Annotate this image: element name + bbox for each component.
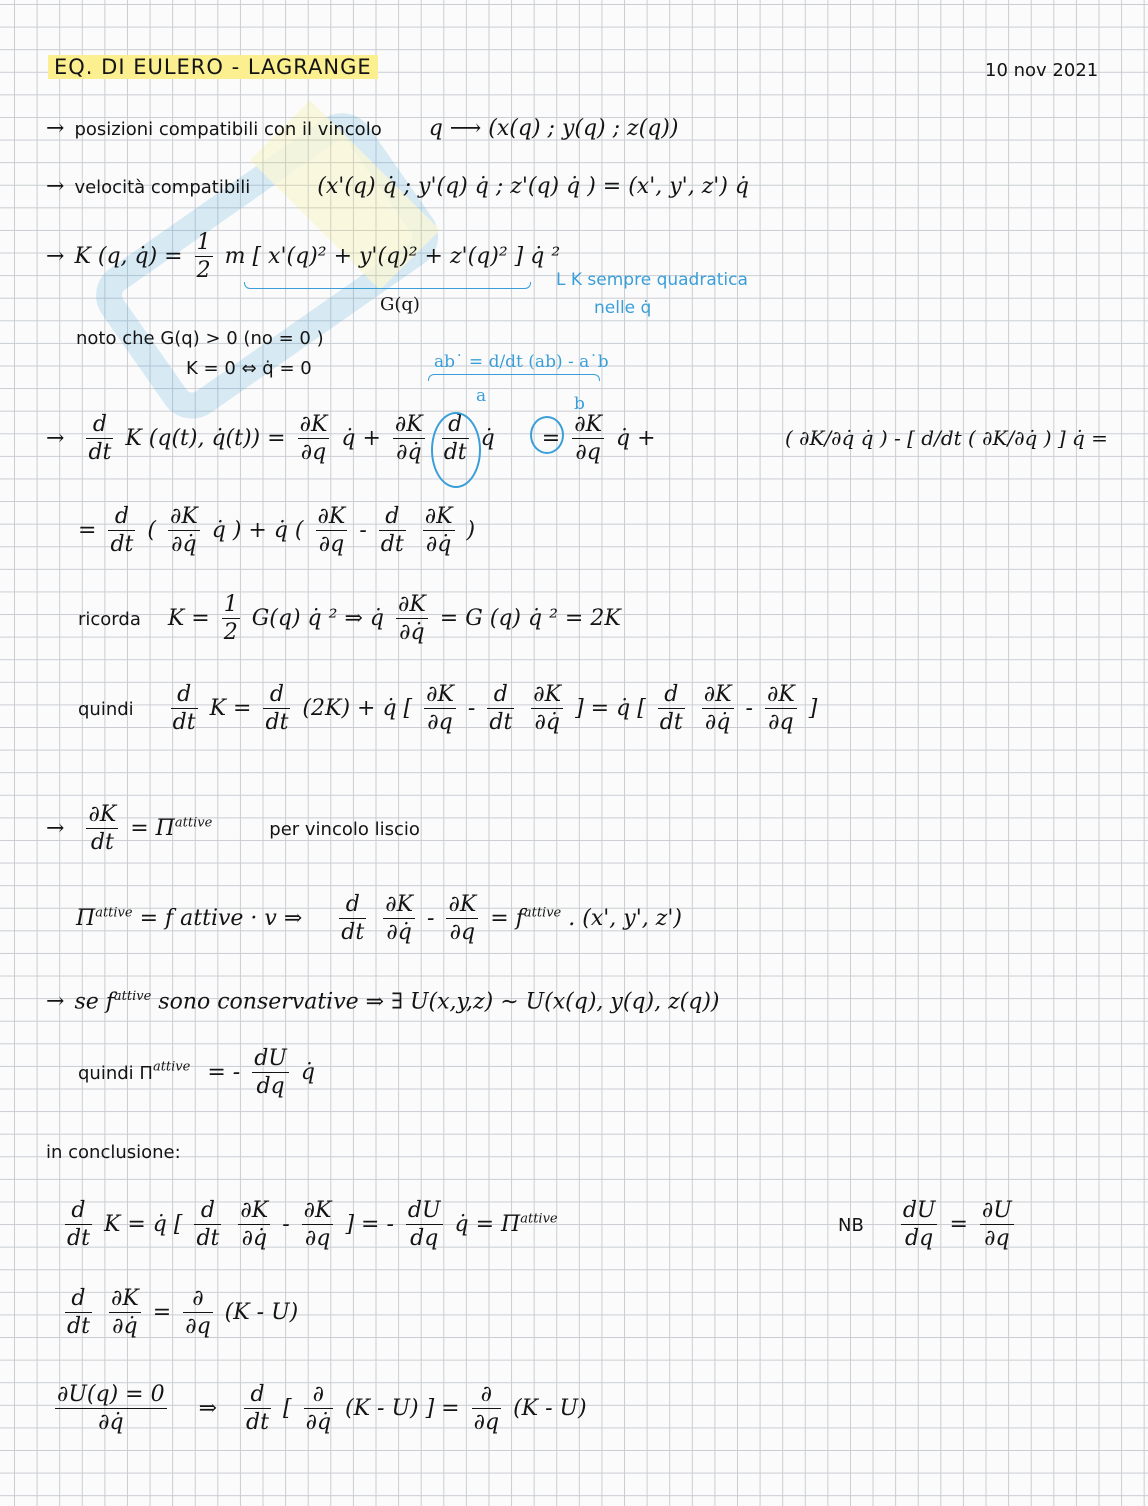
- note-k-quadratic: L K sempre quadratica: [556, 270, 748, 290]
- bullet-arrow-icon: →: [46, 244, 65, 269]
- line-final-3: $\frac{\partial U(q) = 0}{\partial q̇}$ ⇒ $\frac{d}{dt}$ [ $\frac{\partial}{\partial q̇}$ (K - U) ] = $\frac{\partial}{\partial q}$ (K - U): [57, 1382, 587, 1435]
- line-active-power: $\Pi^{attive} = f$ attive · v ⇒ $\frac{d}{dt}$ $\frac{\partial K}{\partial q̇}$ - $\frac{\partial K}{\partial q}$ = $f^{attive}$ . (x', y', z'): [76, 892, 682, 945]
- note-product-rule: ab˙ = d/dt (ab) - a˙b: [434, 352, 609, 372]
- line-kinetic-energy: → K (q, q̇) = $\frac{1}{2}$ m [ x'(q)² + y'(q)² + z'(q)² ] q̇ ²: [46, 230, 561, 283]
- page-title: EQ. DI EULERO - LAGRANGE: [48, 57, 378, 78]
- page-date: 10 nov 2021: [985, 60, 1099, 81]
- line-power: → $\frac{\partial K}{dt}$ = $\Pi^{attive}$ per vincolo liscio: [46, 802, 420, 855]
- line-recall: ricorda K = $\frac{1}{2}$ G(q) q̇ ² ⇒ q̇ $\frac{\partial K}{\partial q̇}$ = G (q) q̇ ² = 2K: [78, 592, 621, 645]
- line-final-1: $\frac{d}{dt}$ K = q̇ [ $\frac{d}{dt}$ $\frac{\partial K}{\partial q̇}$ - $\frac{\partial K}{\partial q}$ ] = - $\frac{dU}{dq}$ q̇ = $\Pi^{attive}$: [67, 1198, 558, 1251]
- circle-a: [431, 412, 481, 488]
- line-final-2: $\frac{d}{dt}$ $\frac{\partial K}{\partial q̇}$ = $\frac{\partial}{\partial q}$ (K - U): [67, 1286, 299, 1339]
- circle-b: [530, 416, 564, 454]
- bullet-arrow-icon: →: [46, 426, 65, 451]
- line-conclusion: in conclusione:: [46, 1142, 181, 1163]
- line-velocities: → velocità compatibili (x'(q) q̇ ; y'(q) q̇ ; z'(q) q̇ ) = (x', y', z') q̇: [46, 174, 749, 199]
- line-positions: → posizioni compatibili con il vincolo q ⟶ (x(q) ; y(q) ; z(q)): [46, 116, 679, 141]
- line-dKdt-cont: ( ∂K/∂q̇ q̇ ) - [ d/dt ( ∂K/∂q̇ ) ] q̇ =: [785, 426, 1108, 450]
- line-rewrite: = $\frac{d}{dt}$ ( $\frac{\partial K}{\partial q̇}$ q̇ ) + q̇ ( $\frac{\partial K}{\partial q}$ - $\frac{d}{dt}$ $\frac{\partial K}{\partial q̇}$ ): [78, 504, 476, 557]
- line-therefore: quindi $\frac{d}{dt}$ K = $\frac{d}{dt}$ (2K) + q̇ [ $\frac{\partial K}{\partial q}$ - $\frac{d}{dt}$ $\frac{\partial K}{\partial q̇}$ ] = q̇ [ $\frac{d}{dt}$ $\frac{\partial K}{\partial q̇}$ - $\frac{\partial K}{\partial q}$ ]: [78, 682, 818, 735]
- line-conservative: → se $f^{attive}$ sono conservative ⇒ ∃ U(x,y,z) ∼ U(x(q), y(q), z(q)): [46, 989, 720, 1015]
- bullet-arrow-icon: →: [46, 174, 65, 199]
- bullet-arrow-icon: →: [46, 816, 65, 841]
- underbrace: [244, 282, 531, 289]
- G-of-q-label: G(q): [380, 294, 420, 315]
- line-potential-power: quindi $\Pi^{attive}$ = - $\frac{dU}{dq}$ q̇: [78, 1046, 315, 1099]
- label-a: a: [476, 386, 487, 406]
- label-b: b: [574, 394, 585, 414]
- note-in-qdot: nelle q̇: [594, 298, 652, 318]
- bullet-arrow-icon: →: [46, 989, 65, 1015]
- line-note-G: noto che G(q) > 0 (no = 0 ): [76, 328, 324, 349]
- line-dKdt: → $\frac{d}{dt}$ K (q(t), q̇(t)) = $\frac{\partial K}{\partial q}$ q̇ + $\frac{\partial K}{\partial q̇}$ $\frac{d}{dt}$ q̇ = $\frac{\partial K}{\partial q}$ q̇ +: [46, 412, 656, 465]
- line-note-K-zero: K = 0 ⇔ q̇ = 0: [186, 358, 312, 379]
- overbrace: [428, 374, 600, 381]
- bullet-arrow-icon: →: [46, 116, 65, 141]
- note-nb: NB $\frac{dU}{dq}$ = $\frac{\partial U}{\partial q}$: [838, 1198, 1012, 1251]
